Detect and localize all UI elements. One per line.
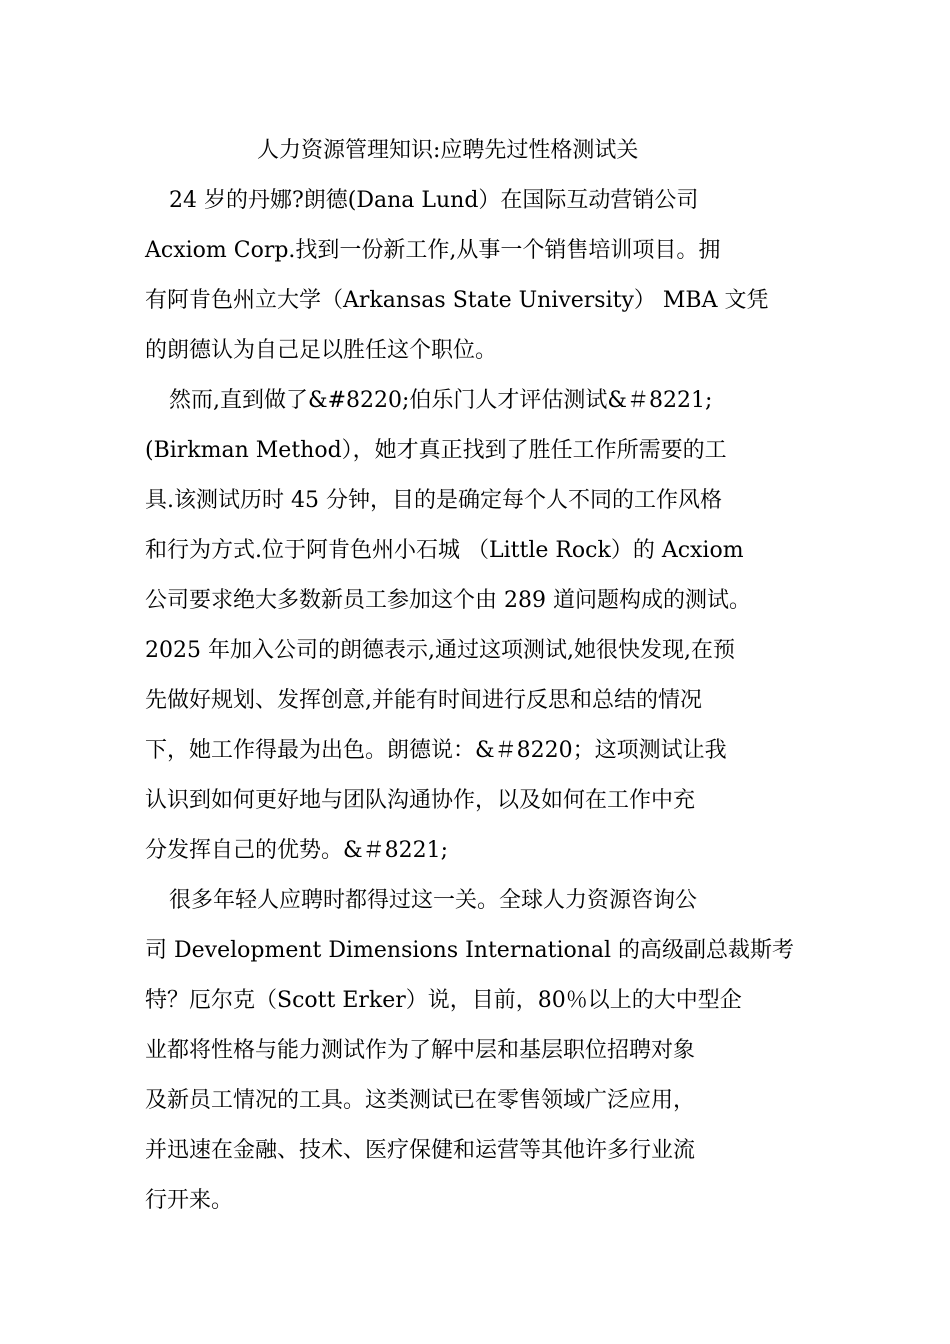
paragraph-line: 认识到如何更好地与团队沟通协作，以及如何在工作中充	[145, 788, 696, 813]
paragraph-line: 具.该测试历时 45 分钟，目的是确定每个人不同的工作风格	[145, 488, 722, 513]
paragraph-line: 行开来。	[145, 1188, 234, 1213]
paragraph-line: Acxiom Corp.找到一份新工作,从事一个销售培训项目。拥	[145, 238, 721, 263]
paragraph-line: 和行为方式.位于阿肯色州小石城 （Little Rock）的 Acxiom	[145, 538, 744, 563]
paragraph-line: 24 岁的丹娜?朗德(Dana Lund）在国际互动营销公司	[169, 188, 699, 213]
paragraph-line: 及新员工情况的工具。这类测试已在零售领域广泛应用，	[145, 1088, 696, 1113]
paragraph-line: 分发挥自己的优势。&＃8221;	[145, 838, 448, 863]
paragraph-line: 2025 年加入公司的朗德表示,通过这项测试,她很快发现,在预	[145, 638, 735, 663]
document-title: 人力资源管理知识:应聘先过性格测试关	[257, 138, 639, 163]
paragraph-line: 并迅速在金融、技术、医疗保健和运营等其他许多行业流	[145, 1138, 696, 1163]
paragraph-line: 有阿肯色州立大学（Arkansas State University） MBA 文凭	[145, 288, 769, 313]
paragraph-line: 先做好规划、发挥创意,并能有时间进行反思和总结的情况	[145, 688, 702, 713]
paragraph-line: 公司要求绝大多数新员工参加这个由 289 道问题构成的测试。	[145, 588, 751, 613]
paragraph-line: 下，她工作得最为出色。朗德说：&＃8220；这项测试让我	[145, 738, 727, 763]
paragraph-line: 特？厄尔克（Scott Erker）说，目前，80％以上的大中型企	[145, 988, 742, 1013]
paragraph-line: 司 Development Dimensions International 的高级副总裁斯考	[145, 938, 795, 963]
paragraph-line: 的朗德认为自己足以胜任这个职位。	[145, 338, 498, 363]
paragraph-2	[145, 376, 825, 876]
paragraph-line: 很多年轻人应聘时都得过这一关。全球人力资源咨询公	[169, 888, 698, 913]
paragraph-3	[145, 876, 825, 1226]
paragraph-line: (Birkman Method），她才真正找到了胜任工作所需要的工	[145, 438, 727, 463]
document-body	[145, 126, 825, 1226]
paragraph-line: 业都将性格与能力测试作为了解中层和基层职位招聘对象	[145, 1038, 696, 1063]
paragraph-1	[145, 176, 825, 376]
paragraph-line: 然而,直到做了&#8220;伯乐门人才评估测试&＃8221;	[169, 388, 713, 413]
